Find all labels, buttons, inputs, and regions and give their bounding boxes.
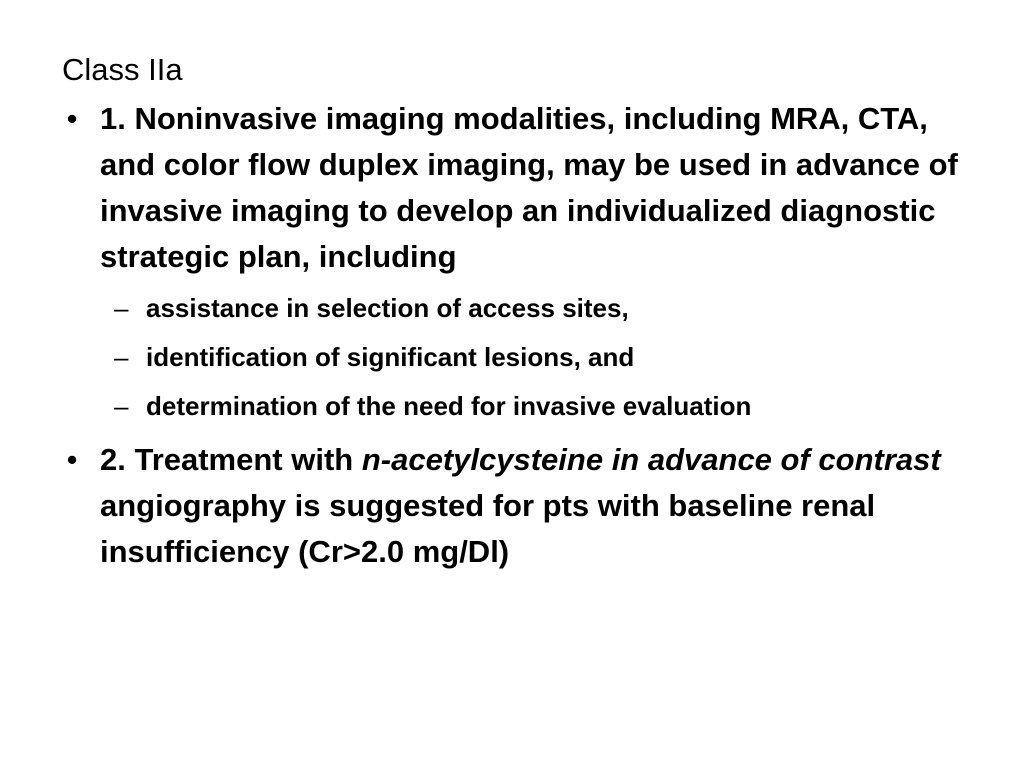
bullet-text-2-prefix: 2. Treatment with — [100, 442, 362, 477]
bullet-item-1 — [62, 96, 964, 280]
bullet-text-2-suffix: angiography is suggested for pts with baseline renal insufficiency (Cr>2.0 mg/Dl) — [100, 488, 876, 569]
bullet-text-2-italic: n-acetylcysteine in advance of contrast — [361, 442, 941, 477]
bullet-item-2 — [62, 437, 964, 575]
bullet-marker: • — [66, 101, 78, 136]
subbullet-item — [62, 284, 964, 333]
bullet-marker: • — [66, 442, 78, 477]
subbullet-text: assistance in selection of access sites, — [146, 293, 629, 323]
dash-marker: – — [114, 391, 129, 421]
bullet-text-1: 1. Noninvasive imaging modalities, including MRA, CTA, and color flow duplex imaging, may be used in advance of invasive imaging to develop an individualized diagnostic strategic plan, including — [100, 101, 958, 274]
subbullet-text: determination of the need for invasive evaluation — [146, 391, 752, 421]
subbullet-item — [62, 333, 964, 382]
subbullet-list — [62, 284, 964, 431]
dash-marker: – — [114, 293, 129, 323]
slide-heading: Class IIa — [62, 52, 183, 87]
subbullet-text: identification of significant lesions, and — [146, 342, 635, 372]
dash-marker: – — [114, 342, 129, 372]
subbullet-item — [62, 382, 964, 431]
